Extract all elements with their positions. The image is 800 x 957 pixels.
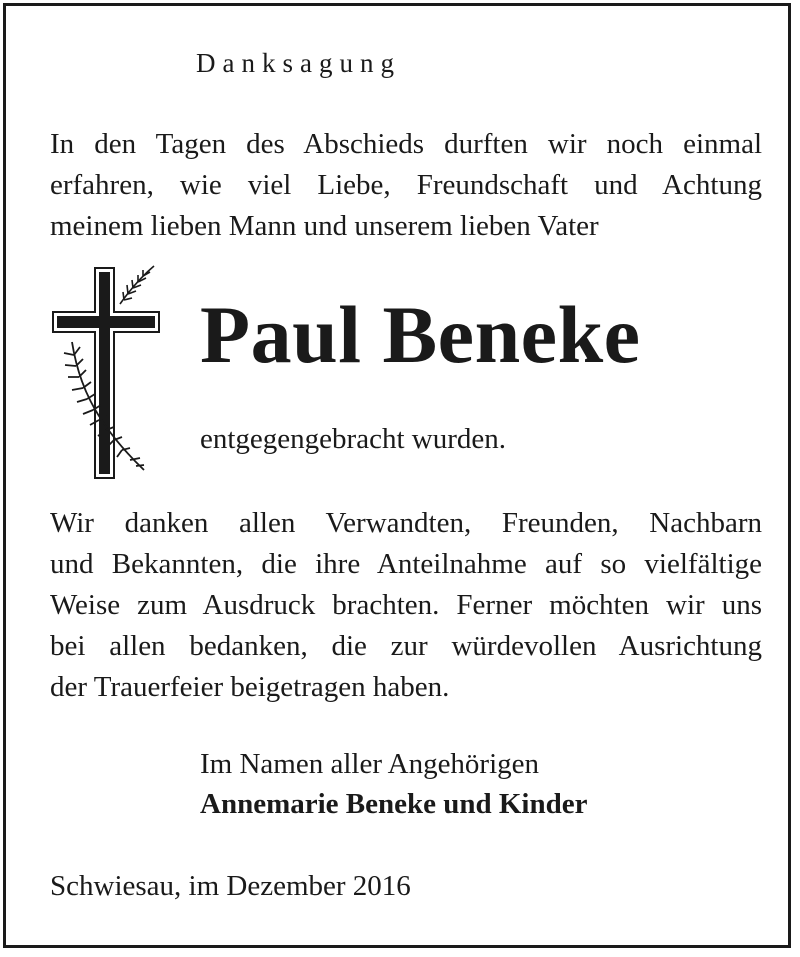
signers-text: Annemarie Beneke und Kinder [200, 788, 588, 820]
intro-line: meinem lieben Mann und unserem lieben Vater [50, 210, 599, 242]
thanks-line: Wir danken allen Verwandten, Freunden, Nachbarn [50, 507, 762, 539]
on-behalf-text: Im Namen aller Angehörigen [200, 748, 540, 780]
notice-heading: Danksagung [196, 48, 401, 78]
thanks-line: Weise zum Ausdruck brachten. Ferner möchten wir uns [50, 589, 762, 621]
intro-paragraph [50, 124, 762, 247]
thanks-line: der Trauerfeier beigetragen haben. [50, 671, 450, 703]
thanks-paragraph [50, 503, 762, 708]
place-date-text: Schwiesau, im Dezember 2016 [50, 870, 411, 902]
deceased-name: Paul Beneke [200, 289, 641, 380]
received-text: entgegengebracht wurden. [200, 423, 506, 455]
thanks-line: und Bekannten, die ihre Anteilnahme auf so vielfältige [50, 548, 762, 580]
thanks-line: bei allen bedanken, die zur würdevollen Ausrichtung [50, 630, 762, 662]
obituary-frame [3, 3, 791, 948]
cross-with-palm-icon [50, 260, 170, 485]
intro-line: In den Tagen des Abschieds durften wir noch einmal [50, 128, 762, 160]
intro-line: erfahren, wie viel Liebe, Freundschaft und Achtung [50, 169, 762, 201]
